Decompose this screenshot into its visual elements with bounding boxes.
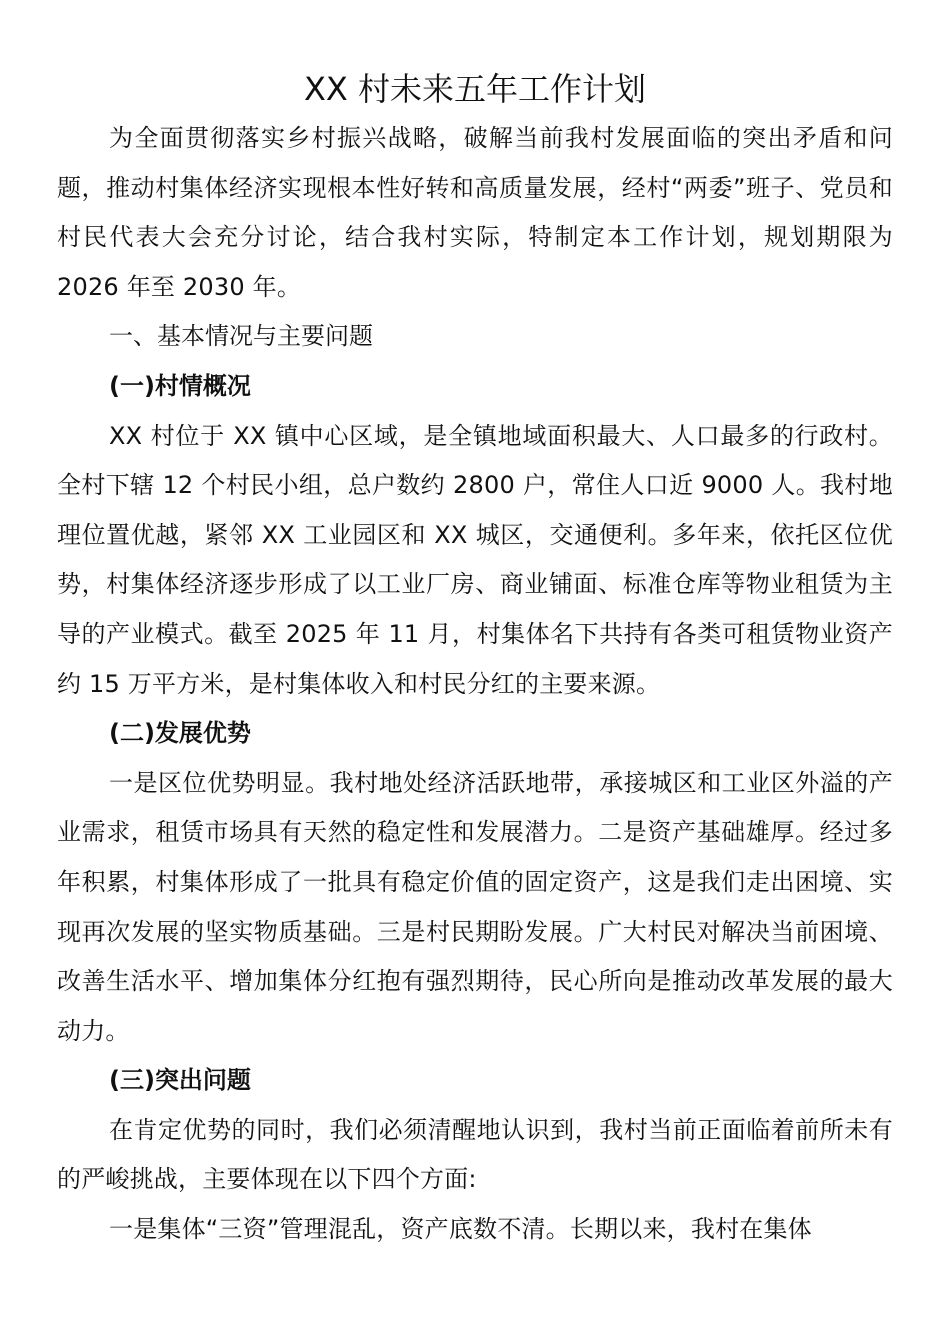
document-title: XX 村未来五年工作计划 (303, 70, 647, 108)
subheading-development-advantages: (二)发展优势 (109, 719, 251, 748)
village-overview-paragraph: XX 村位于 XX 镇中心区域，是全镇地域面积最大、人口最多的行政村。全村下辖 12 个村民小组，总户数约 2800 户，常住人口近 9000 人。我村地理位置优越，紧邻 XX 工业园区和 XX 城区，交通便利。多年来，依托区位优势，村集体经济逐步形成了以工业厂房、商业铺面、标准仓库等物业租赁为主导的产业模式。截至 2025 年 11 月，村集体名下共持有各类可租赁物业资产约 15 万平方米，是村集体收入和村民分红的主要来源。 (57, 421, 893, 698)
section-heading-basic-situation: 一、基本情况与主要问题 (109, 322, 373, 351)
document-page (57, 64, 893, 1255)
intro-paragraph: 为全面贯彻落实乡村振兴战略，破解当前我村发展面临的突出矛盾和问题，推动村集体经济实现根本性好转和高质量发展，经村“两委”班子、党员和村民代表大会充分讨论，结合我村实际，特制定本工作计划，规划期限为 2026 年至 2030 年。 (57, 124, 893, 301)
development-advantages-paragraph: 一是区位优势明显。我村地处经济活跃地带，承接城区和工业区外溢的产业需求，租赁市场具有天然的稳定性和发展潜力。二是资产基础雄厚。经过多年积累，村集体形成了一批具有稳定价值的固定资产，这是我们走出困境、实现再次发展的坚实物质基础。三是村民期盼发展。广大村民对解决当前困境、改善生活水平、增加集体分红抱有强烈期待，民心所向是推动改革发展的最大动力。 (57, 768, 893, 1045)
problems-intro-paragraph: 在肯定优势的同时，我们必须清醒地认识到，我村当前正面临着前所未有的严峻挑战，主要体现在以下四个方面: (57, 1115, 893, 1194)
subheading-village-overview: (一)村情概况 (109, 371, 251, 400)
problem-one-paragraph: 一是集体“三资”管理混乱，资产底数不清。长期以来，我村在集体 (109, 1215, 812, 1244)
subheading-prominent-problems: (三)突出问题 (109, 1066, 251, 1095)
